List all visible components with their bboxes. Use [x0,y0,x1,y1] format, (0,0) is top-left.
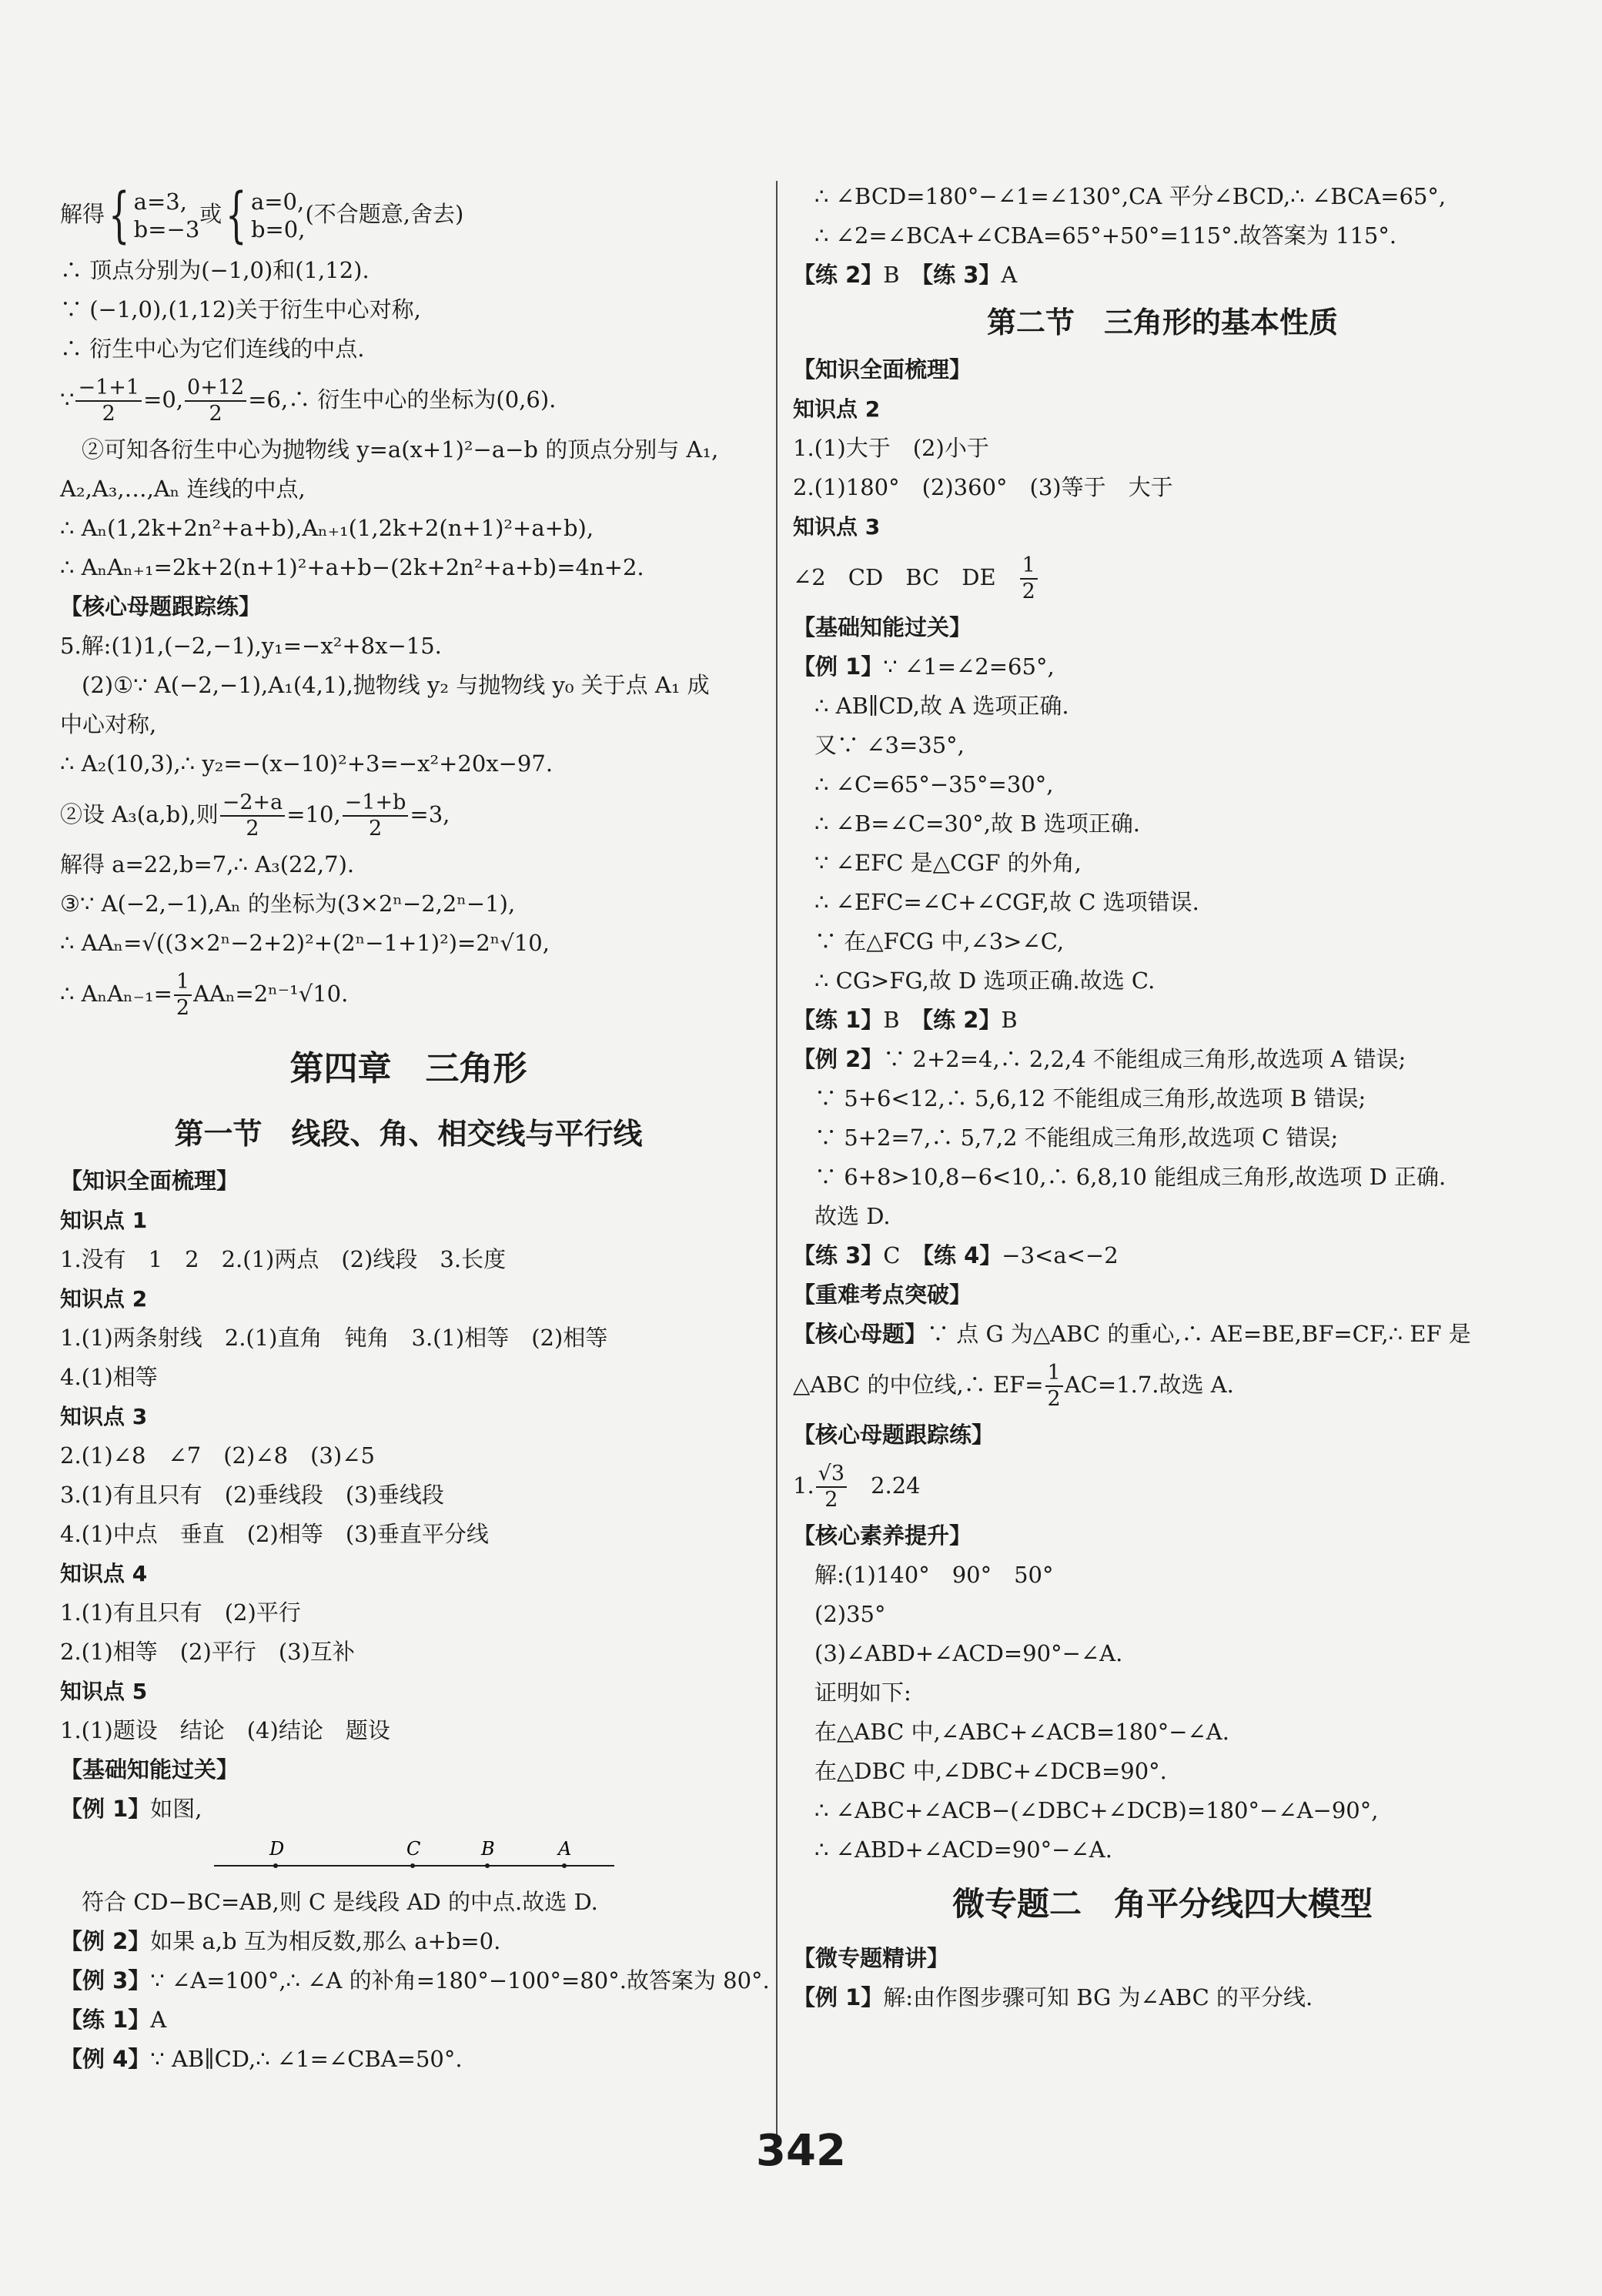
text-line: ∴ AAₙ=√((3×2ⁿ−2+2)²+(2ⁿ−1+1)²)=2ⁿ√10, [60,930,550,956]
example-line: 【例 2】∵ 2+2=4,∴ 2,2,4 不能组成三角形,故选项 A 错误; [793,1046,1406,1072]
text-line: (2)①∵ A(−2,−1),A₁(4,1),抛物线 y₂ 与抛物线 y₀ 关于点 A₁ 成 [82,672,710,698]
text-line: 解:(1)140° 90° 50° [814,1562,1054,1588]
line-segment-figure [60,1829,757,1883]
text-line: (3)∠ABD+∠ACD=90°−∠A. [814,1640,1123,1666]
text-line: ∵ ∠EFC 是△CGF 的外角, [814,850,1082,876]
point-c [410,1863,415,1868]
example-line: 【例 3】∵ ∠A=100°,∴ ∠A 的补角=180°−100°=80°.故答案为 80°. [60,1967,770,1994]
text-line: 2.(1)∠8 ∠7 (2)∠8 (3)∠5 [60,1442,375,1469]
text-line: ∴ Aₙ(1,2k+2n²+a+b),Aₙ₊₁(1,2k+2(n+1)²+a+b), [60,515,594,541]
section-tag: 【核心母题跟踪练】 [793,1422,995,1448]
text-line: ∴ ∠EFC=∠C+∠CGF,故 C 选项错误. [814,889,1199,915]
text-line: ∴ CG>FG,故 D 选项正确.故选 C. [814,968,1156,994]
text-line: ②设 A₃(a,b),则 $\frac{-2+a}{2}$ =10, $\frac{-1+b}{2}$ =3, [60,790,450,841]
chapter-title: 第四章 三角形 [289,1049,527,1088]
text-line: ∴ ∠ABC+∠ACB−(∠DBC+∠DCB)=180°−∠A−90°, [814,1797,1379,1823]
knowledge-point-heading: 知识点 3 [793,514,881,540]
text-line: 1.(1)题设 结论 (4)结论 题设 [60,1717,390,1743]
text-line: 又∵ ∠3=35°, [814,732,965,758]
section-title: 第二节 三角形的基本性质 [986,305,1338,339]
text-line: 4.(1)中点 垂直 (2)相等 (3)垂直平分线 [60,1521,489,1547]
example-line: 【例 1】如图, [60,1796,202,1822]
text-line: 1.(1)大于 (2)小于 [793,435,989,461]
text-line: 证明如下: [814,1679,911,1706]
text-line: ∴ A₂(10,3),∴ y₂=−(x−10)²+3=−x²+20x−97. [60,750,554,777]
text-line: 2.(1)180° (2)360° (3)等于 大于 [793,474,1173,500]
text-line: 在△ABC 中,∠ABC+∠ACB=180°−∠A. [814,1719,1229,1745]
text-line: ∴ ∠C=65°−35°=30°, [814,771,1054,797]
section-tag: 【知识全面梳理】 [60,1168,239,1194]
text-line: △ABC 的中位线,∴ EF= $\frac{1}{2}$ AC=1.7.故选 A. [793,1360,1234,1411]
practice-line: 【练 3】C 【练 4】−3<a<−2 [793,1242,1119,1268]
text-line: 5.解:(1)1,(−2,−1),y₁=−x²+8x−15. [60,633,442,659]
text-line: ∴ AₙAₙ₋₁= $\frac{1}{2}$ AAₙ=2ⁿ⁻¹√10. [60,969,349,1020]
section-tag: 【重难考点突破】 [793,1282,972,1308]
practice-line: 【练 2】B 【练 3】A [793,262,1018,288]
text-line: ∴ 顶点分别为(−1,0)和(1,12). [60,257,370,283]
text-line: ∴ AₙAₙ₊₁=2k+2(n+1)²+a+b−(2k+2n²+a+b)=4n+2. [60,554,644,580]
section-tag: 【基础知能过关】 [60,1756,239,1783]
text-line: ∴ AB∥CD,故 A 选项正确. [814,693,1069,719]
knowledge-point-heading: 知识点 1 [60,1208,148,1233]
left-column [60,177,770,2079]
text-line: 解得 a=22,b=7,∴ A₃(22,7). [60,851,355,877]
right-column [793,177,1532,2017]
text-line: ∵ $\frac{-1+1}{2}$ =0, $\frac{0+12}{2}$ =6,∴ 衍生中心的坐标为(0,6). [60,375,557,426]
knowledge-point-heading: 知识点 5 [60,1679,148,1704]
text-line: 1. $\frac{√3}{2}$ 2.24 [793,1461,921,1512]
knowledge-point-heading: 知识点 2 [60,1286,148,1312]
text-line: (2)35° [814,1601,886,1627]
example-line: 【例 4】∵ AB∥CD,∴ ∠1=∠CBA=50°. [60,2046,463,2072]
segment-diagram [60,1829,757,1883]
section-title: 微专题二 角平分线四大模型 [952,1885,1373,1923]
knowledge-point-heading: 知识点 2 [793,396,881,422]
text-line: ∵ 6+8>10,8−6<10,∴ 6,8,10 能组成三角形,故选项 D 正确. [814,1164,1446,1190]
section-title: 第一节 线段、角、相交线与平行线 [174,1116,643,1151]
text-line: ∵ 5+2=7,∴ 5,7,2 不能组成三角形,故选项 C 错误; [814,1125,1339,1151]
section-tag: 【核心母题跟踪练】 [60,593,262,620]
text-line: 1.没有 1 2 2.(1)两点 (2)线段 3.长度 [60,1246,507,1272]
point-b [485,1863,490,1868]
example-line: 【例 1】∵ ∠1=∠2=65°, [793,653,1055,680]
text-line: 1.(1)两条射线 2.(1)直角 钝角 3.(1)相等 (2)相等 [60,1325,608,1351]
text-line: ∵ 在△FCG 中,∠3>∠C, [814,928,1065,954]
text-line: 符合 CD−BC=AB,则 C 是线段 AD 的中点.故选 D. [82,1889,598,1915]
label-a: A [558,1838,572,1860]
label-b: B [481,1838,495,1860]
text-line: ②可知各衍生中心为抛物线 y=a(x+1)²−a−b 的顶点分别与 A₁, [82,436,719,463]
text-line: ③∵ A(−2,−1),Aₙ 的坐标为(3×2ⁿ−2,2ⁿ−1), [60,891,516,917]
label-c: C [406,1838,421,1860]
section-tag: 【知识全面梳理】 [793,356,972,383]
text-line: 3.(1)有且只有 (2)垂线段 (3)垂线段 [60,1482,444,1508]
point-d [273,1863,278,1868]
point-a [562,1863,567,1868]
example-line: 【核心母题】∵ 点 G 为△ABC 的重心,∴ AE=BE,BF=CF,∴ EF 是 [793,1321,1471,1347]
text-line: ∵ 5+6<12,∴ 5,6,12 不能组成三角形,故选项 B 错误; [814,1085,1366,1111]
text-line: 1.(1)有且只有 (2)平行 [60,1599,301,1626]
text-line: ∵ (−1,0),(1,12)关于衍生中心对称, [60,296,421,323]
text-line: 4.(1)相等 [60,1364,158,1390]
section-tag: 【核心素养提升】 [793,1522,972,1549]
page-number: 342 [756,2126,846,2176]
solution-line: 解得{ a=3, b=−3或{ a=0, b=0,(不合题意,舍去) [60,181,464,250]
example-line: 【例 1】解:由作图步骤可知 BG 为∠ABC 的平分线. [793,1984,1313,2010]
text-line: 在△DBC 中,∠DBC+∠DCB=90°. [814,1758,1167,1784]
text-line: ∴ ∠B=∠C=30°,故 B 选项正确. [814,810,1140,837]
text-line: ∠2 CD BC DE $\frac{1}{2}$ [793,546,1532,608]
text-line: 故选 D. [814,1203,891,1229]
text-line: A₂,A₃,…,Aₙ 连线的中点, [60,476,306,502]
label-d: D [269,1838,285,1860]
column-divider [776,181,778,2136]
knowledge-point-heading: 知识点 4 [60,1561,148,1586]
text-line: ∴ ∠ABD+∠ACD=90°−∠A. [814,1836,1112,1863]
text-line: 中心对称, [60,711,157,737]
practice-line: 【练 1】B 【练 2】B [793,1007,1018,1033]
section-tag: 【微专题精讲】 [793,1945,950,1971]
example-line: 【例 2】如果 a,b 互为相反数,那么 a+b=0. [60,1928,501,1954]
section-tag: 【基础知能过关】 [793,614,972,640]
knowledge-point-heading: 知识点 3 [60,1404,148,1429]
text-line: ∴ ∠2=∠BCA+∠CBA=65°+50°=115°.故答案为 115°. [814,222,1397,249]
text-line: ∴ 衍生中心为它们连线的中点. [60,336,365,362]
text-line: ∴ ∠BCD=180°−∠1=∠130°,CA 平分∠BCD,∴ ∠BCA=65°, [814,183,1446,209]
practice-line: 【练 1】A [60,2007,167,2033]
text-line: 2.(1)相等 (2)平行 (3)互补 [60,1639,355,1665]
